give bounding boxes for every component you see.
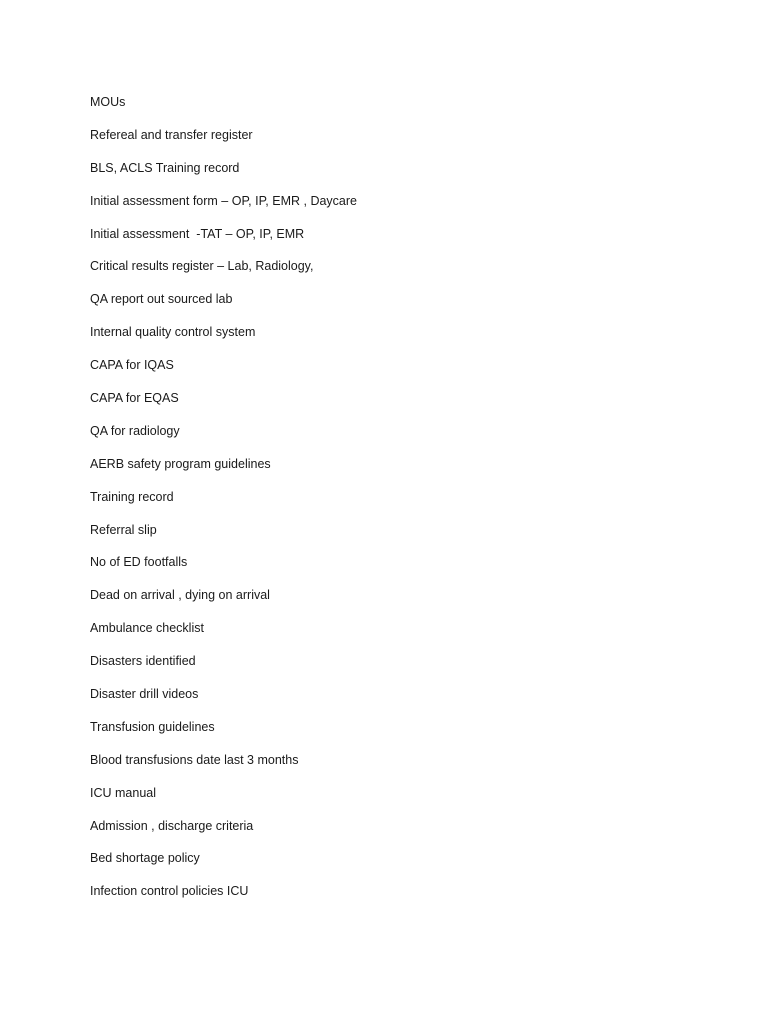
list-item: Internal quality control system — [90, 325, 256, 340]
list-item: QA for radiology — [90, 423, 180, 438]
list-item: Blood transfusions date last 3 months — [90, 752, 299, 767]
list-item: Training record — [90, 489, 174, 504]
list-item: Admission , discharge criteria — [90, 818, 254, 833]
list-item: BLS, ACLS Training record — [90, 160, 240, 175]
list-item: Disasters identified — [90, 654, 196, 669]
list-item: No of ED footfalls — [90, 555, 188, 570]
list-item: Disaster drill videos — [90, 687, 199, 702]
list-item: QA report out sourced lab — [90, 292, 233, 307]
list-item: CAPA for IQAS — [90, 358, 174, 373]
list-item: CAPA for EQAS — [90, 391, 179, 406]
list-item: Bed shortage policy — [90, 851, 200, 866]
list-item: Critical results register – Lab, Radiology, — [90, 259, 314, 274]
list-item: Infection control policies ICU — [90, 884, 249, 899]
list-item: MOUs — [90, 95, 126, 109]
list-item: Initial assessment form – OP, IP, EMR , Daycare — [90, 193, 357, 208]
checklist — [90, 93, 357, 915]
list-item: Dead on arrival , dying on arrival — [90, 588, 270, 603]
list-item: AERB safety program guidelines — [90, 456, 271, 471]
list-item: Transfusion guidelines — [90, 719, 215, 734]
list-item: ICU manual — [90, 785, 156, 800]
list-item: Refereal and transfer register — [90, 127, 253, 142]
list-item: Initial assessment -TAT – OP, IP, EMR — [90, 226, 305, 241]
list-item: Ambulance checklist — [90, 621, 204, 636]
list-item: Referral slip — [90, 522, 157, 537]
